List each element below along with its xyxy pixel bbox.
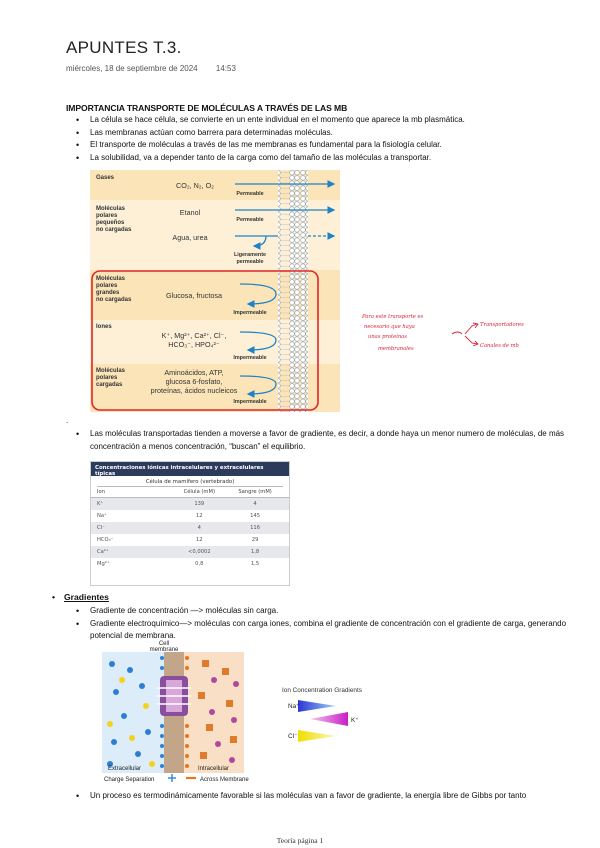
annotation-line: necesario que haya bbox=[364, 324, 415, 330]
row-label-charged: Moléculas bbox=[96, 368, 126, 374]
molecules-ions: HCO₃⁻, HPO₄²⁻ bbox=[168, 340, 220, 349]
table-header-cell: Sangre (mM) bbox=[238, 489, 272, 495]
page-date: miércoles, 18 de septiembre de 2024 bbox=[66, 64, 198, 73]
table-cell: 139 bbox=[194, 501, 205, 507]
row-label-gases: Gases bbox=[96, 175, 115, 181]
annotation-line: Para este transporte es bbox=[362, 314, 424, 320]
row-label-small: pequeños bbox=[96, 220, 125, 226]
molecules-glucosa: Glucosa, fructosa bbox=[166, 291, 222, 300]
status-permeable: Permeable bbox=[236, 191, 264, 197]
list-item: • La solubilidad, va a depender tanto de la carga como del tamaño de las moléculas a transportar. bbox=[74, 152, 594, 165]
molecules-ions: K⁺, Mg²⁺, Ca²⁺, Cl⁻, bbox=[161, 331, 227, 340]
molecules-agua: Agua, urea bbox=[172, 233, 208, 242]
stray-mark: . bbox=[66, 416, 69, 425]
k-label: K⁺ bbox=[351, 717, 359, 724]
row-label-large: polares bbox=[96, 283, 118, 289]
table-title: Concentraciones iónicas intracelulares y extracelulares típicas bbox=[91, 462, 289, 476]
list-item: • El transporte de moléculas a través de las me membranas es fundamental para la fisiología celular. bbox=[74, 139, 594, 152]
section-heading-gradients bbox=[50, 592, 109, 602]
bullet-list-thermo bbox=[74, 790, 600, 803]
extracellular-label: Extracellular bbox=[108, 766, 142, 772]
table-row bbox=[91, 546, 289, 558]
table-row bbox=[91, 558, 289, 570]
status-permeable: Permeable bbox=[236, 217, 264, 223]
molecules-charged: proteínas, ácidos nucleicos bbox=[150, 386, 238, 395]
table-row bbox=[91, 534, 289, 546]
annotation-line: membranales bbox=[378, 346, 414, 352]
table-cell: 145 bbox=[250, 513, 261, 519]
intracellular-label: Intracellular bbox=[198, 766, 230, 772]
bullet-list-gradients bbox=[74, 605, 594, 643]
table-cell: 4 bbox=[197, 525, 201, 531]
cell-label: Cell bbox=[158, 641, 170, 647]
list-item: • Las moléculas transportadas tienden a moverse a favor de gradiente, es decir, a donde haya un menor numero de moléculas, de más concentración a menos concentración, “buscan” el equilibrio. bbox=[74, 428, 594, 453]
page-timestamp bbox=[66, 64, 236, 73]
section-heading-transport: IMPORTANCIA TRANSPORTE DE MOLÉCULAS A TRAVÉS DE LAS MB bbox=[66, 103, 348, 113]
list-item: • La célula se hace célula, se convierte en un ente individual en el momento que aparece la mb plasmática. bbox=[74, 114, 594, 127]
table-row bbox=[91, 498, 289, 510]
annotation-channels: Canales de mb bbox=[480, 343, 519, 349]
row-label-large: Moléculas bbox=[96, 276, 126, 282]
list-item: • Gradiente de concentración —> moléculas sin carga. bbox=[74, 605, 594, 618]
table-subtitle: Célula de mamífero (vertebrado) bbox=[97, 476, 283, 487]
table-cell: Ca²⁺ bbox=[97, 549, 109, 555]
table-cell: 0,8 bbox=[195, 561, 204, 567]
table-cell: 12 bbox=[195, 513, 203, 519]
table-cell: 4 bbox=[253, 501, 257, 507]
list-item: • Las membranas actúan como barrera para determinadas moléculas. bbox=[74, 127, 594, 140]
handwritten-annotation bbox=[340, 306, 580, 381]
table-row bbox=[91, 510, 289, 522]
molecules-charged: glucosa 6-fosfato, bbox=[165, 377, 223, 386]
table-cell: 29 bbox=[251, 537, 259, 543]
page-time: 14:53 bbox=[215, 64, 236, 73]
molecules-etanol: Etanol bbox=[179, 208, 201, 217]
row-label-large: no cargadas bbox=[96, 297, 132, 303]
table-header-cell: Ion bbox=[97, 489, 105, 495]
cl-label: Cl⁻ bbox=[288, 733, 298, 740]
legend-title: Ion Concentration Gradients bbox=[282, 687, 362, 694]
table-header-row bbox=[91, 487, 289, 498]
list-item: • Un proceso es termodinámicamente favorable si las moléculas van a favor de gradiente, la energía libre de Gibbs por tanto bbox=[74, 790, 600, 803]
table-cell: Cl⁻ bbox=[97, 525, 105, 531]
list-item: • Gradiente electroquímico—> moléculas con carga iones, combina el gradiente de concentración con el gradiente de carga, generando potencial de membrana. bbox=[74, 618, 594, 643]
table-row bbox=[91, 522, 289, 534]
row-label-large: grandes bbox=[96, 290, 120, 296]
table-cell: HCO₃⁻ bbox=[97, 537, 114, 543]
table-cell: 116 bbox=[250, 525, 261, 531]
bullet-list-transport bbox=[74, 114, 594, 164]
status-slightly: permeable bbox=[236, 259, 264, 265]
cl-gradient-wedge bbox=[298, 730, 336, 742]
page-title: APUNTES T.3. bbox=[66, 38, 182, 57]
na-gradient-wedge bbox=[298, 700, 336, 712]
ion-gradient-figure bbox=[102, 640, 392, 783]
annotation-transporters: Transportadores bbox=[480, 322, 524, 328]
k-gradient-wedge bbox=[310, 712, 348, 726]
gradients-heading: Gradientes bbox=[64, 592, 109, 602]
membrane-permeability-figure bbox=[90, 170, 340, 412]
ion-concentration-table bbox=[90, 461, 290, 586]
row-label-charged: cargadas bbox=[96, 382, 123, 388]
charge-separation-label: Charge Separation bbox=[104, 777, 155, 783]
across-membrane-label: Across Membrane bbox=[200, 777, 249, 783]
page-footer: Teoría página 1 bbox=[276, 836, 324, 845]
status-impermeable: Impermeable bbox=[233, 310, 267, 316]
row-label-small: Moléculas bbox=[96, 206, 126, 212]
row-label-small: no cargadas bbox=[96, 227, 132, 233]
table-cell: 12 bbox=[195, 537, 203, 543]
row-label-small: polares bbox=[96, 213, 118, 219]
table-cell: 1,5 bbox=[250, 561, 260, 567]
annotation-line: unas proteínas bbox=[368, 334, 407, 340]
status-impermeable: Impermeable bbox=[233, 399, 267, 405]
status-slightly: Ligeramente bbox=[233, 252, 267, 258]
row-label-ions: Iones bbox=[96, 324, 112, 330]
table-cell: <0,0002 bbox=[188, 549, 211, 555]
molecules-charged: Aminoácidos, ATP, bbox=[164, 368, 224, 377]
molecules-gases: CO₂, N₂, O₂ bbox=[176, 181, 214, 190]
row-label-charged: polares bbox=[96, 375, 118, 381]
table-cell: 1,8 bbox=[250, 549, 260, 555]
table-cell: Na⁺ bbox=[97, 513, 107, 519]
table-cell: Mg²⁺ bbox=[97, 561, 110, 567]
membrane-label: membrane bbox=[149, 647, 179, 653]
status-impermeable: Impermeable bbox=[233, 355, 267, 361]
na-label: Na⁺ bbox=[288, 703, 300, 710]
table-cell: K⁺ bbox=[97, 501, 104, 507]
bullet-list-gradient bbox=[74, 428, 594, 453]
table-header-cell: Célula (mM) bbox=[183, 489, 215, 495]
